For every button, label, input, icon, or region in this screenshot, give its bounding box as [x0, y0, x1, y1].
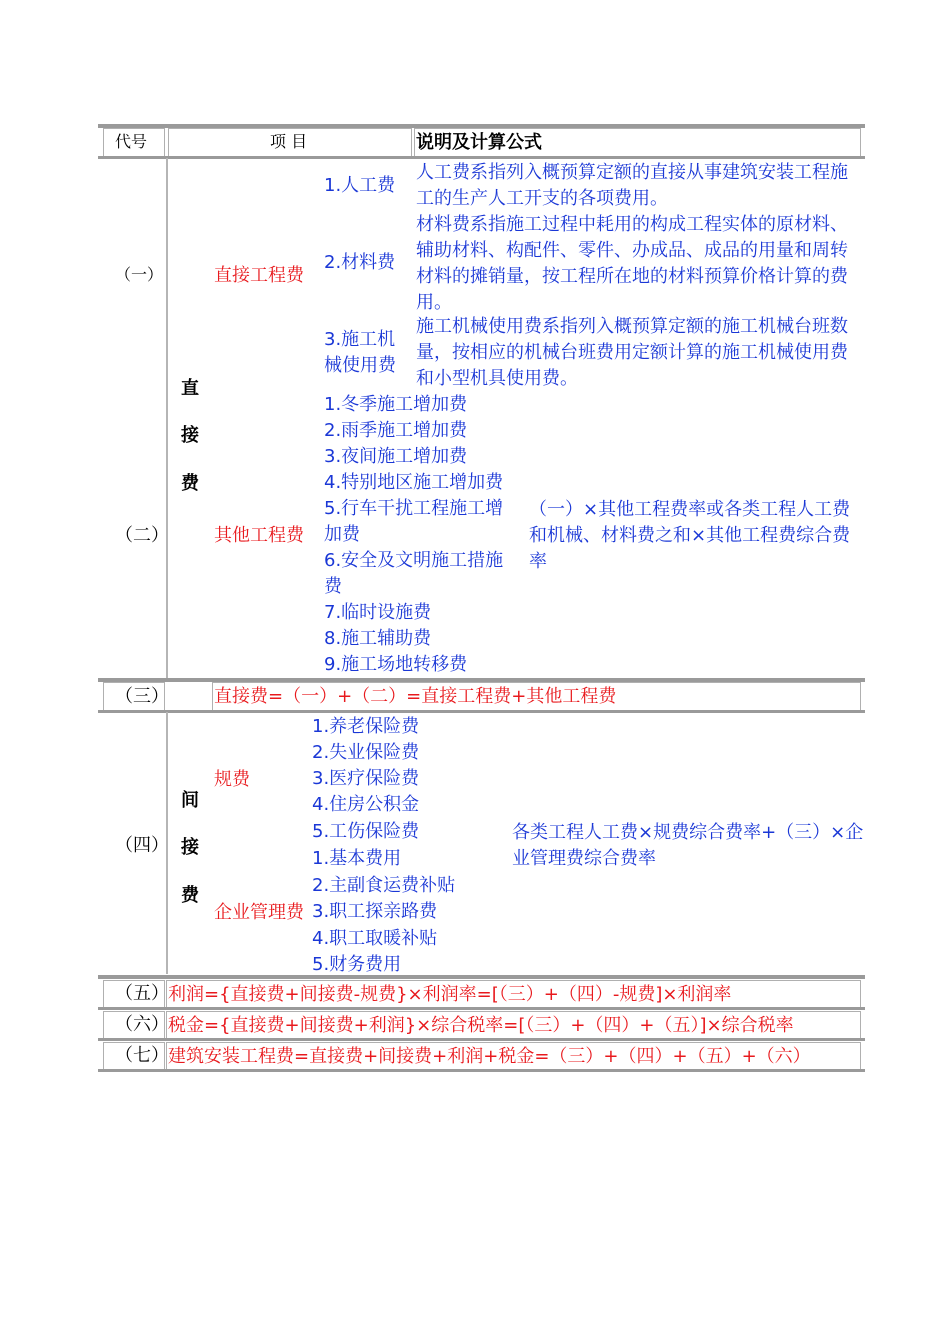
list-item: 7.临时设施费	[324, 602, 432, 623]
list-item: 4.职工取暖补贴	[312, 928, 438, 949]
management-fees-name: 企业管理费	[214, 902, 304, 923]
tax-code: （六）	[115, 1014, 169, 1035]
total-code: （七）	[115, 1045, 169, 1066]
tax-formula: 税金={直接费+间接费+利润}×综合税率=[（三）+（四）+（五）]×综合税率	[168, 1015, 794, 1036]
profit-formula: 利润={直接费+间接费-规费}×利润率=[（三）+（四）-规费]×利润率	[168, 984, 732, 1005]
statutory-fees-name: 规费	[214, 769, 250, 790]
section3-code: （三）	[115, 686, 169, 707]
list-item: 9.施工场地转移费	[324, 654, 468, 675]
labor-cost-desc: 人工费系指列入概预算定额的直接从事建筑安装工程施工的生产人工开支的各项费用。	[416, 162, 848, 209]
indirect-cost-char-2: 接	[181, 837, 199, 858]
indirect-cost-char-3: 费	[181, 885, 199, 906]
row-separator	[98, 975, 865, 979]
machinery-cost-desc: 施工机械使用费系指列入概预算定额的施工机械台班数量，按相应的机械台班费用定额计算的施工机械使用费和小型机具使用费。	[416, 316, 848, 389]
section1-code: （一）	[115, 265, 164, 284]
list-item: 4.住房公积金	[312, 794, 420, 815]
profit-code: （五）	[115, 983, 169, 1004]
machinery-cost-label: 3.施工机械使用费	[324, 329, 396, 376]
section1-name: 直接工程费	[214, 265, 304, 286]
list-item: 5.工伤保险费	[312, 821, 420, 842]
list-item: 6.安全及文明施工措施费	[324, 550, 504, 597]
direct-cost-char-3: 费	[181, 473, 199, 494]
list-item: 1.基本费用	[312, 848, 402, 869]
list-item: 2.雨季施工增加费	[324, 420, 468, 441]
indirect-cost-char-1: 间	[181, 790, 199, 811]
list-item: 5.行车干扰工程施工增加费	[324, 498, 504, 545]
row-separator	[98, 1038, 865, 1041]
list-item: 5.财务费用	[312, 954, 402, 975]
list-item: 2.主副食运费补贴	[312, 875, 456, 896]
section3-formula: 直接费=（一）+（二）=直接工程费+其他工程费	[214, 686, 617, 707]
header-item: 项 目	[270, 132, 308, 151]
list-item: 1.冬季施工增加费	[324, 394, 468, 415]
section2-name: 其他工程费	[214, 525, 304, 546]
section4-formula: 各类工程人工费×规费综合费率+（三）×企业管理费综合费率	[512, 822, 864, 869]
list-item: 3.职工探亲路费	[312, 901, 438, 922]
list-item: 3.医疗保险费	[312, 768, 420, 789]
section2-code: （二）	[115, 525, 169, 546]
labor-cost-label: 1.人工费	[324, 175, 396, 196]
header-description: 说明及计算公式	[416, 132, 542, 153]
material-cost-label: 2.材料费	[324, 252, 396, 273]
header-code: 代号	[115, 132, 148, 151]
direct-cost-divider	[166, 158, 168, 678]
direct-cost-char-2: 接	[181, 425, 199, 446]
row-separator	[98, 1007, 865, 1010]
list-item: 2.失业保险费	[312, 742, 420, 763]
list-item: 3.夜间施工增加费	[324, 446, 468, 467]
section4-code: （四）	[115, 835, 169, 856]
list-item: 1.养老保险费	[312, 716, 420, 737]
total-formula: 建筑安装工程费=直接费+间接费+利润+税金=（三）+（四）+（五）+（六）	[168, 1046, 811, 1067]
table-bottom-border	[98, 1069, 865, 1072]
list-item: 4.特别地区施工增加费	[324, 472, 504, 493]
direct-cost-char-1: 直	[181, 378, 199, 399]
list-item: 8.施工辅助费	[324, 628, 432, 649]
section2-formula: （一）×其他工程费率或各类工程人工费和机械、材料费之和×其他工程费综合费率	[529, 499, 851, 572]
row-separator	[98, 710, 865, 713]
header-bottom-border	[98, 156, 865, 159]
material-cost-desc: 材料费系指施工过程中耗用的构成工程实体的原材料、辅助材料、构配件、零件、办成品、成品的用量和周转材料的摊销量，按工程所在地的材料预算价格计算的费用。	[416, 214, 848, 313]
